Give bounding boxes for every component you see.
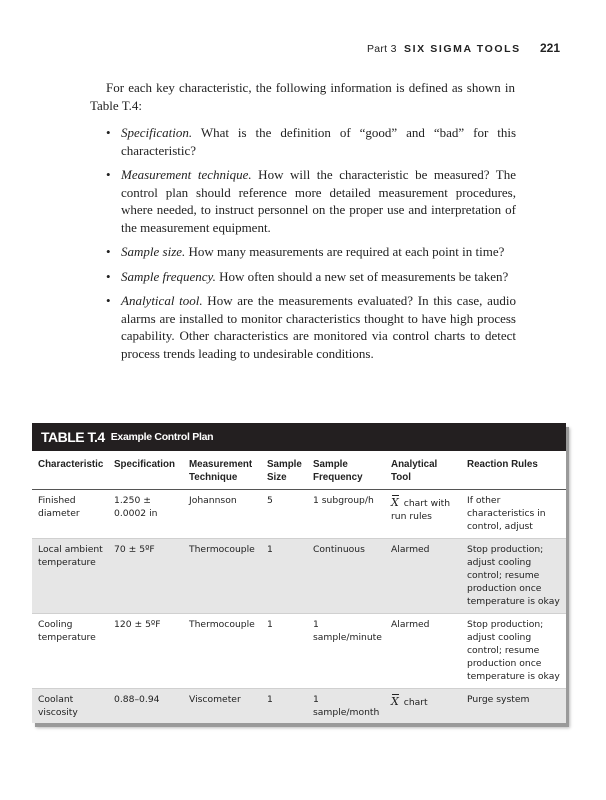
cell-tool [385,490,461,539]
bullet-text: What is the definition of “good” and “bad” for this characteristic? [121,125,516,158]
table-row [32,688,566,723]
table-label: TABLE T.4 [41,429,105,445]
xbar-symbol: X [391,694,399,708]
cell-technique: Thermocouple [183,613,261,688]
bullet-sample-size [106,243,516,261]
bullet-term: Sample frequency. [121,268,216,284]
bullet-text: How are the measurements evaluated? In this case, audio alarms are installed to monitor characteristics thought to have high process capability. Other characteristics are monitored via control charts to detect process trends leading to undesirable conditions. [121,293,517,361]
cell-characteristic: Local ambient temperature [32,538,108,613]
section-name: SIX SIGMA TOOLS [403,43,521,55]
cell-specification: 1.250 ± 0.0002 in [108,490,183,539]
tool-text: chart [403,696,428,708]
cell-tool [385,688,461,723]
table-title-bar [32,423,566,451]
cell-characteristic: Coolant viscosity [32,688,108,723]
control-plan-table [32,451,566,723]
cell-specification: 120 ± 5ºF [108,613,183,688]
bullet-text: How often should a new set of measurements be taken? [215,268,509,284]
cell-specification: 0.88–0.94 [108,688,183,723]
cell-size: 1 [261,688,307,723]
bullet-text: How many measurements are required at each point in time? [185,244,505,259]
intro-paragraph: For each key characteristic, the following information is defined as shown in Table T.4: [90,80,515,113]
column-header: Specification [108,451,183,490]
cell-characteristic: Finished diameter [32,490,108,539]
cell-technique: Viscometer [183,688,261,723]
cell-specification: 70 ± 5ºF [108,538,183,613]
bullet-specification [106,124,516,159]
table-header-row [32,451,566,490]
bullet-term: Specification. [121,125,193,140]
cell-size: 5 [261,490,307,539]
table-row [32,490,566,539]
running-header [367,41,560,55]
bullet-analytical-tool [106,292,516,362]
cell-frequency: 1 subgroup/h [307,490,385,539]
column-header: Characteristic [32,451,108,490]
cell-reaction: Purge system [461,688,566,723]
cell-frequency: 1 sample/month [307,688,385,723]
control-plan-table-box [32,423,566,723]
cell-reaction: Stop production; adjust cooling control; resume production once temperature is okay [461,538,566,613]
cell-frequency: Continuous [307,538,385,613]
cell-reaction: Stop production; adjust cooling control; resume production once temperature is okay [461,613,566,688]
page-number: 221 [539,41,560,55]
bullet-list [106,124,516,369]
column-header: Reaction Rules [461,451,566,490]
column-header: Analytical Tool [385,451,461,490]
cell-tool: Alarmed [385,613,461,688]
table-row [32,613,566,688]
bullet-text: How will the characteristic be measured? The control plan should reference more detailed measurement procedures, where needed, to instruct personnel on the proper use and interpretation of the measurement equipment. [121,167,517,235]
cell-technique: Thermocouple [183,538,261,613]
cell-technique: Johannson [183,490,261,539]
cell-size: 1 [261,613,307,688]
table-row [32,538,566,613]
table-caption: Example Control Plan [110,431,214,443]
cell-size: 1 [261,538,307,613]
column-header: Sample Frequency [307,451,385,490]
bullet-sample-frequency [106,268,516,286]
column-header: Measurement Technique [183,451,261,490]
tool-text: chart with run rules [391,498,451,523]
cell-reaction: If other characteristics in control, adjust [461,490,566,539]
column-header: Sample Size [261,451,307,490]
cell-characteristic: Cooling temperature [32,613,108,688]
cell-tool: Alarmed [385,538,461,613]
bullet-term: Measurement technique. [121,167,252,182]
cell-frequency: 1 sample/minute [307,613,385,688]
bullet-term: Sample size. [121,244,186,259]
part-label: Part 3 [366,43,397,55]
bullet-measurement-technique [106,166,516,236]
xbar-symbol: X [391,496,399,509]
bullet-term: Analytical tool. [121,293,203,308]
